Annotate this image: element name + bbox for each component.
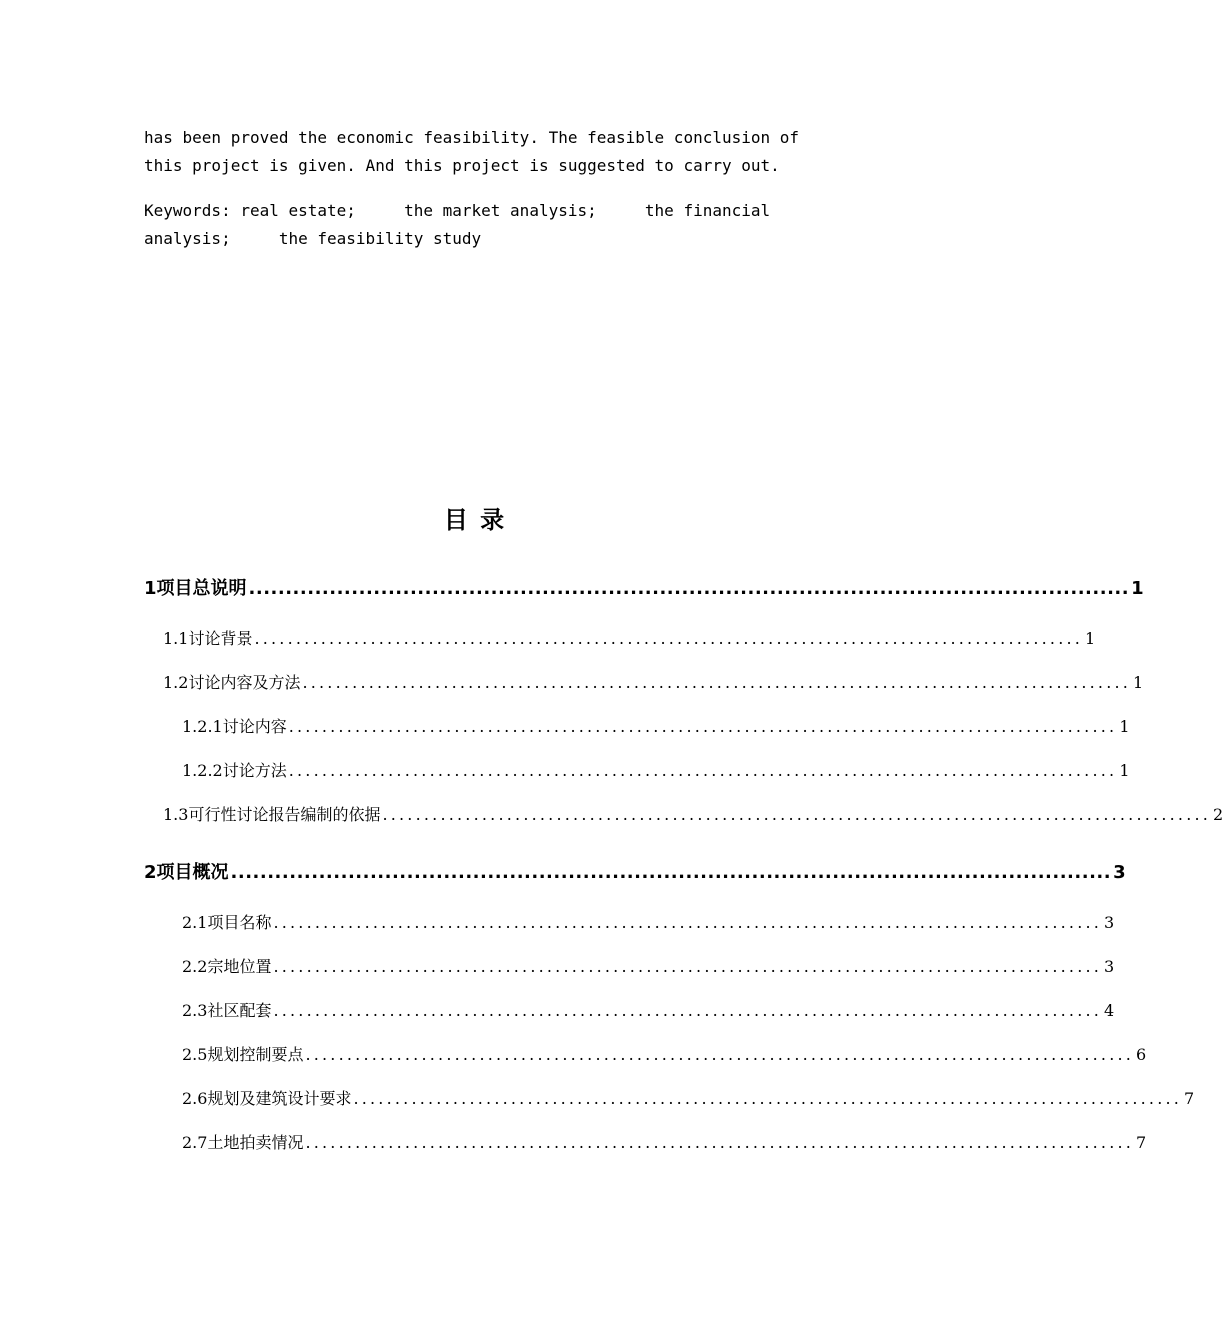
toc-leader-dots: .................................................................................................... bbox=[302, 673, 1132, 692]
toc-entry-label: 2.1项目名称 bbox=[182, 913, 272, 932]
abstract-line: this project is given. And this project is suggested to carry out. bbox=[144, 156, 780, 175]
toc-entry-page: 3 bbox=[1113, 862, 1126, 883]
toc-entry-page: 3 bbox=[1104, 913, 1115, 932]
toc-entry[interactable] bbox=[182, 1130, 1147, 1154]
toc-entry[interactable] bbox=[163, 670, 1144, 694]
toc-entry-page: 6 bbox=[1136, 1045, 1147, 1064]
toc-entry-label: 2.5规划控制要点 bbox=[182, 1045, 304, 1064]
toc-entry[interactable] bbox=[182, 910, 1115, 934]
toc-entry[interactable] bbox=[163, 626, 1096, 650]
toc-leader-dots: .................................................................................................... bbox=[254, 629, 1084, 648]
toc-entry[interactable] bbox=[144, 574, 1144, 599]
toc-entry-label: 2.3社区配套 bbox=[182, 1001, 272, 1020]
toc-entry[interactable] bbox=[182, 758, 1130, 782]
toc-entry-label: 2.7土地拍卖情况 bbox=[182, 1133, 304, 1152]
toc-leader-dots: .................................................................................................... bbox=[288, 717, 1118, 736]
toc-entry-page: 3 bbox=[1104, 957, 1115, 976]
toc-entry[interactable] bbox=[182, 954, 1115, 978]
toc-entry[interactable] bbox=[144, 858, 1126, 883]
toc-entry-page: 1 bbox=[1119, 761, 1130, 780]
toc-leader-dots: .................................................................................................... bbox=[305, 1133, 1135, 1152]
toc-entry-page: 7 bbox=[1184, 1089, 1195, 1108]
toc-leader-dots: .................................................................................................... bbox=[273, 913, 1103, 932]
toc-entry-label: 1.1讨论背景 bbox=[163, 629, 253, 648]
toc-entry[interactable] bbox=[182, 998, 1115, 1022]
toc-entry[interactable] bbox=[163, 802, 1223, 826]
keywords-line: Keywords: real estate; the market analysis; the financial bbox=[144, 201, 771, 220]
toc-leader-dots: .................................................................................................... bbox=[288, 761, 1118, 780]
toc-entry-page: 2 bbox=[1213, 805, 1223, 824]
toc-entry-label: 2项目概况 bbox=[144, 862, 229, 883]
toc-entry[interactable] bbox=[182, 1086, 1195, 1110]
toc-entry-label: 1.2.2讨论方法 bbox=[182, 761, 287, 780]
toc-entry[interactable] bbox=[182, 1042, 1147, 1066]
toc-entry-page: 1 bbox=[1119, 717, 1130, 736]
toc-entry-page: 4 bbox=[1104, 1001, 1115, 1020]
toc-leader-dots: .................................................................................................... bbox=[273, 957, 1103, 976]
toc-entry-label: 1.3可行性讨论报告编制的依据 bbox=[163, 805, 381, 824]
toc-leader-dots: .................................................................................................... bbox=[305, 1045, 1135, 1064]
toc-entry-page: 1 bbox=[1131, 578, 1144, 599]
toc-leader-dots: ........................................................................................................................ bbox=[230, 862, 1112, 883]
toc-entry-label: 1.2.1讨论内容 bbox=[182, 717, 287, 736]
toc-entry-label: 2.6规划及建筑设计要求 bbox=[182, 1089, 352, 1108]
toc-leader-dots: .................................................................................................... bbox=[273, 1001, 1103, 1020]
toc-entry-page: 1 bbox=[1085, 629, 1096, 648]
toc-entry-label: 1项目总说明 bbox=[144, 578, 247, 599]
toc-leader-dots: ........................................................................................................................ bbox=[248, 578, 1130, 599]
keywords-line: analysis; the feasibility study bbox=[144, 229, 482, 248]
toc-leader-dots: .................................................................................................... bbox=[382, 805, 1212, 824]
toc-title: 目 录 bbox=[443, 505, 507, 534]
toc-entry-page: 1 bbox=[1133, 673, 1144, 692]
toc-entry[interactable] bbox=[182, 714, 1130, 738]
toc-leader-dots: .................................................................................................... bbox=[353, 1089, 1183, 1108]
toc-entry-label: 2.2宗地位置 bbox=[182, 957, 272, 976]
toc-entry-page: 7 bbox=[1136, 1133, 1147, 1152]
abstract-line: has been proved the economic feasibility. The feasible conclusion of bbox=[144, 128, 800, 147]
toc-entry-label: 1.2讨论内容及方法 bbox=[163, 673, 301, 692]
